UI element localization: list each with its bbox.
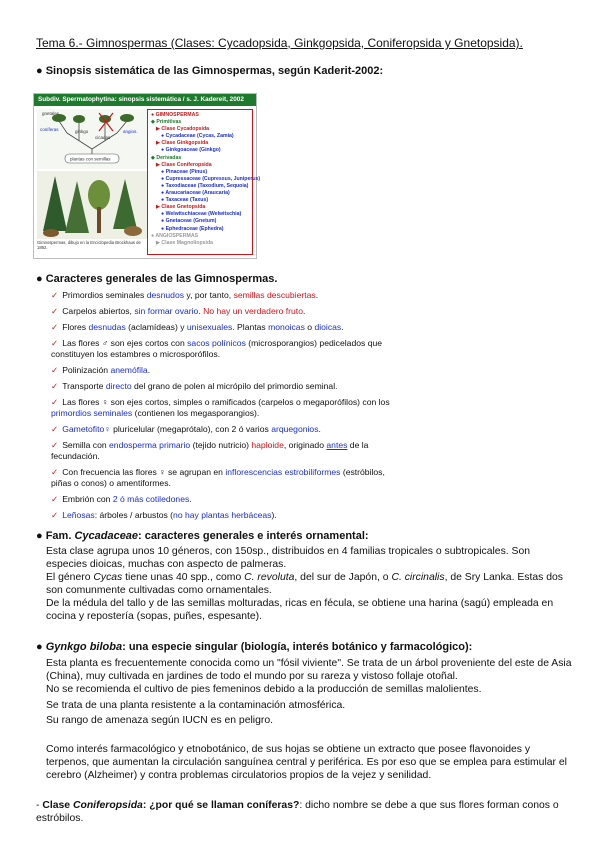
caracter-text: arquegonios bbox=[271, 424, 319, 434]
caracter-text: . bbox=[198, 306, 204, 316]
checkmark-icon: ✓ bbox=[51, 494, 59, 504]
caracter-text: primordios seminales bbox=[51, 408, 133, 418]
caracter-item bbox=[51, 381, 396, 392]
classification-line: ● Araucariaceae (Araucaria) bbox=[161, 190, 230, 197]
caracter-text: Semilla con bbox=[62, 440, 110, 450]
caracter-item bbox=[51, 397, 396, 419]
caracter-text: . bbox=[318, 424, 321, 434]
checkmark-icon: ✓ bbox=[51, 365, 59, 375]
tree-label: gnetales bbox=[42, 111, 60, 116]
caracter-text: 2 ó más cotiledones bbox=[112, 494, 190, 504]
classification-line: ◆ Primitivas bbox=[151, 119, 182, 126]
tree-label: ginkgo bbox=[75, 129, 89, 134]
ginkgo-paragraph-4: Su rango de amenaza según IUCN es en peligro. bbox=[46, 715, 274, 726]
tree-label: cicadas bbox=[95, 135, 111, 140]
caracter-text: anemófila bbox=[110, 365, 148, 375]
cycadaceae-paragraph-1: Esta clase agrupa unos 10 géneros, con 150sp., distribuidos en 4 familias tropicales o subtropicales. Son especies dioicas, muchas con aspecto de palmeras. bbox=[46, 546, 531, 570]
checkmark-icon: ✓ bbox=[51, 338, 59, 348]
caracter-text: Gametofito♀ bbox=[62, 424, 111, 434]
classification-line: ● Cycadaceae (Cycas, Zamia) bbox=[161, 133, 234, 140]
caracter-text: , originado bbox=[283, 440, 327, 450]
caracter-text: desnudos bbox=[146, 290, 185, 300]
caracter-text: Transporte bbox=[62, 381, 106, 391]
classification-line: ● Gnetaceae (Gnetum) bbox=[161, 218, 217, 225]
classification-line: ● Ginkgoaceae (Ginkgo) bbox=[161, 147, 221, 154]
caracter-text: . Plantas bbox=[232, 322, 269, 332]
caracter-text: No hay un verdadero fruto bbox=[203, 306, 303, 316]
caracter-text: Las flores ♂ son ejes cortos con bbox=[62, 338, 188, 348]
phylogeny-tree-illustration bbox=[37, 109, 147, 169]
classification-line: ▶ Clase Magnoliopsida bbox=[156, 239, 214, 246]
classification-line: ● Welwitschiaceae (Welwitschia) bbox=[161, 211, 242, 218]
caracter-text: desnudas bbox=[88, 322, 126, 332]
caracter-item bbox=[51, 494, 396, 505]
caracter-text: semillas descubiertas bbox=[233, 290, 316, 300]
classification-line: ● Taxaceae (Taxus) bbox=[161, 197, 209, 204]
caracter-text: Las flores ♀ son ejes cortos, simples o ramificados (carpelos o megaporófilos) con los bbox=[62, 397, 390, 407]
caracter-text: Embrión con bbox=[62, 494, 113, 504]
cycadaceae-paragraph-3: De la médula del tallo y de las semillas molturadas, ricas en fécula, se obtiene una harina (sagú) empleada en cocina y repostería (sopas, puñes, espesante). bbox=[46, 598, 554, 622]
ginkgo-paragraph-3: Se trata de una planta resistente a la contaminación atmosférica. bbox=[46, 700, 346, 711]
cycadaceae-paragraph-2: El género Cycas tiene unas 40 spp., como C. revoluta, del sur de Japón, o C. circinalis, de Sry Lanka. Estas dos son comunmente cultivadas como ornamentales. bbox=[46, 572, 563, 596]
caracter-text: Carpelos abiertos, bbox=[62, 306, 135, 316]
caracter-text: monoicas bbox=[268, 322, 305, 332]
caracter-item bbox=[51, 440, 396, 462]
checkmark-icon: ✓ bbox=[51, 290, 59, 300]
caracter-item bbox=[51, 424, 396, 435]
caracter-text: Flores bbox=[62, 322, 89, 332]
checkmark-icon: ✓ bbox=[51, 306, 59, 316]
checkmark-icon: ✓ bbox=[51, 381, 59, 391]
caracter-text: directo bbox=[105, 381, 132, 391]
caracter-text: endosperma primario bbox=[109, 440, 191, 450]
coniferopsida-paragraph: - Clase Coniferopsida: ¿por qué se llaman coníferas?: dicho nombre se debe a que sus flores forman conos o estróbilos. bbox=[36, 800, 559, 824]
caracter-text: de la fecundación. bbox=[51, 440, 369, 461]
caracter-text: (estróbilos, piñas o conos) o amentiformes. bbox=[51, 467, 385, 488]
ginkgo-paragraph-1: Esta planta es frecuentemente conocida como un "fósil viviente". Se trata de un árbol proveniente del este de Asia (China), muy cultivada en jardines de todo el mundo por su rareza y vistoso follaje otoñal. bbox=[46, 658, 572, 682]
caracter-text: o bbox=[304, 322, 315, 332]
caracter-text: antes bbox=[326, 440, 348, 450]
checkmark-icon: ✓ bbox=[51, 322, 59, 332]
caracter-text: sin formar ovario bbox=[134, 306, 199, 316]
checkmark-icon: ✓ bbox=[51, 424, 59, 434]
caracter-item bbox=[51, 365, 396, 376]
caracter-item bbox=[51, 322, 396, 333]
caracter-text: del grano de polen al micrópilo del primordio seminal. bbox=[131, 381, 338, 391]
caracter-text: . bbox=[315, 290, 319, 300]
caracter-text: dioicas bbox=[314, 322, 342, 332]
ginkgo-paragraph-5: Como interés farmacológico y etnobotánico, de sus hojas se obtiene un extracto que posee flavonoides y terpenos, que aumentan la circulación sanguínea central y periférica. Es por eso que se emplea para estimular el cerebro (Alzheimer) y contra problemas circulatorios propios de la vejez y senilidad. bbox=[46, 744, 567, 781]
classification-line: ● Taxodiaceae (Taxodium, Sequoia) bbox=[161, 182, 249, 189]
classification-line: ● Ephedraceae (Ephedra) bbox=[161, 225, 224, 232]
checkmark-icon: ✓ bbox=[51, 510, 59, 520]
cycadaceae-heading: ● Fam. Cycadaceae: caracteres generales e interés ornamental: bbox=[36, 530, 369, 542]
figure-title-bar: Subdiv. Spermatophytina: sinopsis sistemática / s. J. Kadereit, 2002 bbox=[34, 94, 256, 106]
caracter-text: unisexuales bbox=[186, 322, 233, 332]
caracter-text: : árboles / arbustos ( bbox=[94, 510, 174, 520]
sinopsis-heading: ● Sinopsis sistemática de las Gimnospermas, según Kaderit-2002: bbox=[36, 65, 384, 77]
classification-list bbox=[147, 109, 261, 255]
caracter-item bbox=[51, 290, 396, 301]
tree-label: coníferas bbox=[40, 127, 59, 132]
page-title: Tema 6.- Gimnospermas (Clases: Cycadopsida, Ginkgopsida, Coniferopsida y Gnetopsida). bbox=[36, 36, 523, 50]
caracter-text: inflorescencias estrobiliformes bbox=[225, 467, 341, 477]
caracter-text: (microsporangios) pedicelados que constituyen los estambres o microsporófilos. bbox=[51, 338, 383, 359]
classification-line: ▶ Clase Ginkgopsida bbox=[156, 140, 209, 147]
caracter-text: (contienen los megasporangios). bbox=[132, 408, 260, 418]
caracteres-list bbox=[51, 290, 396, 526]
caracter-text: . bbox=[147, 365, 151, 375]
tree-label: plantas con semillas bbox=[70, 156, 111, 162]
checkmark-icon: ✓ bbox=[51, 440, 59, 450]
caracter-text: Con frecuencia las flores ♀ se agrupan en bbox=[62, 467, 226, 477]
tree-label: angios. bbox=[123, 129, 138, 134]
classification-line: ● ANGIOSPERMAS bbox=[151, 232, 199, 239]
caracter-text: Leñosas bbox=[62, 510, 95, 520]
classification-line: ● GIMNOSPERMAS bbox=[151, 112, 199, 118]
caracter-text: Polinización bbox=[62, 365, 111, 375]
caracter-text: Primordios seminales bbox=[62, 290, 147, 300]
classification-line: ◆ Derivadas bbox=[151, 154, 182, 161]
caracter-text: . bbox=[189, 494, 192, 504]
caracter-text: no hay plantas herbáceas bbox=[173, 510, 272, 520]
classification-line: ▶ Clase Coniferopsida bbox=[156, 161, 212, 168]
caracter-item bbox=[51, 510, 396, 521]
caracteres-heading: ● Caracteres generales de las Gimnospermas. bbox=[36, 273, 278, 285]
caracter-text: (tejido nutricio) bbox=[190, 440, 252, 450]
caracter-text: . bbox=[302, 306, 306, 316]
classification-line: ● Cupressaceae (Cupressus, Juniperus) bbox=[161, 175, 261, 182]
caracter-text: pluricelular (megaprótalo), con 2 ó varios bbox=[110, 424, 272, 434]
gymnosperm-plants-illustration bbox=[37, 171, 147, 239]
sinopsis-figure bbox=[33, 93, 261, 259]
caracter-item bbox=[51, 467, 396, 489]
classification-line: ▶ Clase Cycadopsida bbox=[156, 126, 210, 133]
caracter-text: haploide bbox=[251, 440, 284, 450]
checkmark-icon: ✓ bbox=[51, 467, 59, 477]
ginkgo-paragraph-2: No se recomienda el cultivo de pies femeninos debido a la producción de semillas malolientes. bbox=[46, 684, 482, 695]
caracter-text: y, por tanto, bbox=[184, 290, 234, 300]
caracter-text: ). bbox=[271, 510, 277, 520]
ginkgo-heading: ● Gynkgo biloba: una especie singular (biología, interés botánico y farmacológico): bbox=[36, 641, 473, 653]
classification-line: ▶ Clase Gnetopsida bbox=[156, 204, 206, 211]
caracter-text: . bbox=[341, 322, 344, 332]
caracter-text: (aclamídeas) y bbox=[125, 322, 187, 332]
figure-caption: Gimnospermas, dibujo en la Enciclopedia Brockhaus de 1892. bbox=[37, 240, 141, 250]
caracter-item bbox=[51, 338, 396, 360]
caracter-text: sacos polínicos bbox=[187, 338, 246, 348]
caracter-item bbox=[51, 306, 396, 317]
checkmark-icon: ✓ bbox=[51, 397, 59, 407]
classification-line: ● Pinaceae (Pinus) bbox=[161, 168, 208, 175]
